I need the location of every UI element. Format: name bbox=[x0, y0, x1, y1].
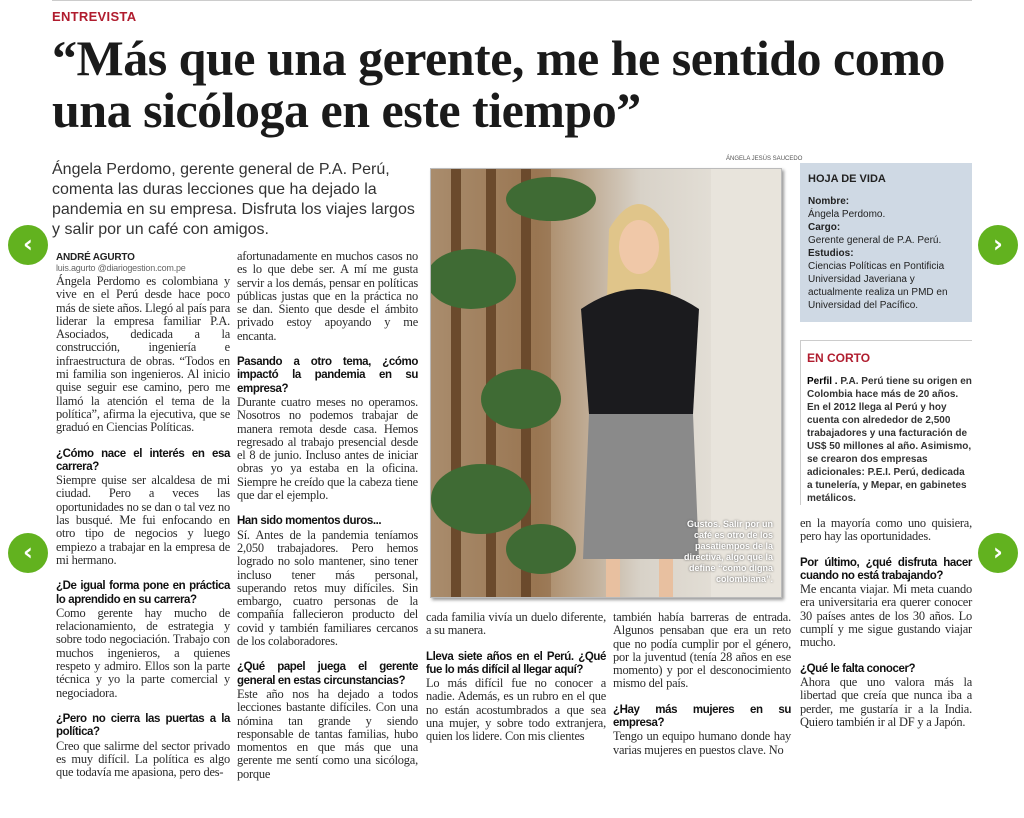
question: Pasando a otro tema, ¿cómo impactó la pandemia en su empresa? bbox=[237, 356, 418, 395]
paragraph: Como gerente hay mucho de relacionamiento, de estrategia y sobre todo negociación. Trabajo con muchos ingenieros, a quienes respeto y admiro. Ellos son la parte técnica y yo la parte comercial y negociadora. bbox=[56, 605, 230, 700]
question: Han sido momentos duros... bbox=[237, 515, 382, 528]
hoja-de-vida-box bbox=[800, 163, 972, 322]
paragraph: Me encanta viajar. Mi meta cuando era universitaria era querer conocer 30 países antes de los 30 años. Lo cumplí y me sigue gustando viajar mucho. bbox=[800, 582, 972, 650]
photo-credit: ÁNGELA JESÚS SAUCEDO bbox=[726, 156, 803, 162]
column-4 bbox=[613, 611, 791, 770]
portrait-photo bbox=[430, 168, 782, 598]
value: P.A. Perú tiene su origen en Colombia hace más de 20 años. En el 2012 llega al Perú y hoy cuenta con alrededor de 2,500 trabajadores y una facturación de US$ 50 millones al año. Asimismo, se crearon dos empresas adicionales: P.E.I. Perú, dedicada a tunelería, y Mepar, en gabinetes metálicos. bbox=[807, 376, 972, 504]
paragraph: cada familia vivía un duelo diferente, a su manera. bbox=[426, 610, 606, 638]
paragraph: también había barreras de entrada. Algunos pensaban que era un reto que no podía cumplir por el género, por la juventud (tenía 28 años en ese momento) y por el desconocimiento mismo del país. bbox=[613, 610, 791, 691]
en-corto-box bbox=[800, 340, 972, 505]
paragraph: Lo más difícil fue no conocer a nadie. Además, es un rubro en el que no están acostumbrados a que sea una mujer, y sobre todo extranjera, quien los lidere. Con mis clientes bbox=[426, 676, 606, 744]
value: Gerente general de P.A. Perú. bbox=[808, 235, 942, 246]
paragraph: Sí. Antes de la pandemia teníamos 2,050 trabajadores. Pero hemos logrado no solo mantener, sino tener incluso tener más personal, superando retos muy difíciles. Sin embargo, cuatro personas de la compañía fallecieron producto del covid y también familiares cercanos de los colaboradores. bbox=[237, 527, 418, 649]
right-column bbox=[800, 163, 972, 742]
question: ¿Qué le falta conocer? bbox=[800, 662, 916, 675]
box-title: EN CORTO bbox=[807, 351, 871, 365]
next-arrow-button[interactable]: › bbox=[978, 533, 1018, 573]
question: ¿Pero no cierra las puertas a la política? bbox=[56, 712, 230, 739]
paragraph: Siempre quise ser alcaldesa de mi ciudad. Pero a veces las oportunidades no se dan o tal vez no las busqué. Me fui enfocando en otro tipo de negocios y luego empiezo a trabajar en la empresa de mi hermano. bbox=[56, 473, 230, 567]
lead-paragraph: Ángela Perdomo, gerente general de P.A. Perú, comenta las duras lecciones que ha dejado la pandemia en su empresa. Disfruta los viajes largos y salir por un café con amigos. bbox=[52, 161, 415, 238]
author: ANDRÉ AGURTO bbox=[56, 252, 135, 263]
label: Cargo: bbox=[808, 222, 841, 233]
headline: “Más que una gerente, me he sentido como una sicóloga en este tiempo” bbox=[52, 30, 945, 138]
question: Lleva siete años en el Perú. ¿Qué fue lo más difícil al llegar aquí? bbox=[426, 650, 606, 676]
column-1 bbox=[56, 252, 230, 792]
label: Estudios: bbox=[808, 248, 854, 259]
paragraph: afortunadamente en muchos casos no es lo que debe ser. A mí me gusta servir a los demás, pensar en políticas públicas justas que en la práctica no se dan. Siento que desde el ámbito privado estoy apoyando y me encanta. bbox=[237, 249, 418, 343]
paragraph: Ángela Perdomo es colombiana y vive en el Perú desde hace poco más de siete años. Llegó al país para liderar la empresa familiar P.A. Asociados, dedicada a la construcción, ingeniería e infraestructura de obras. “Todos en mi familia son ingenieros. Al inicio quise seguir ese camino, pero me llamó la atención el tema de la política”, afirma la ejecutiva, que se graduó en Ciencias Políticas. bbox=[56, 274, 230, 435]
paragraph: Tengo un equipo humano donde hay varias mujeres en puestos clave. No bbox=[613, 729, 791, 757]
section-label: ENTREVISTA bbox=[52, 9, 137, 24]
question: ¿De igual forma pone en práctica lo aprendido en su carrera? bbox=[56, 580, 230, 606]
label: Perfil . bbox=[807, 376, 838, 387]
column-3 bbox=[426, 611, 606, 757]
column-5 bbox=[800, 517, 972, 742]
question: ¿Cómo nace el interés en esa carrera? bbox=[56, 447, 230, 473]
question: Por último, ¿qué disfruta hacer cuando no está trabajando? bbox=[800, 556, 972, 582]
paragraph: Creo que salirme del sector privado es muy difícil. La política es algo que todavía me apasiona, pero des- bbox=[56, 738, 230, 780]
top-rule bbox=[52, 0, 972, 1]
author-email: luis.agurto @diariogestion.com.pe bbox=[56, 263, 186, 273]
question: ¿Qué papel juega el gerente general en estas circunstancias? bbox=[237, 661, 418, 687]
paragraph: Este año nos ha dejado a todos lecciones bastante difíciles. Con una nómina tan grande y siendo responsable de tantas familias, hubo momentos en que más que una gerente me sentí como una sicóloga, porque bbox=[237, 686, 418, 781]
paragraph: Ahora que uno valora más la libertad que creía que nunca iba a perder, me gustaría ir a la India. Quiero también ir al DF y a Japón. bbox=[800, 674, 972, 729]
label: Nombre: bbox=[808, 196, 850, 207]
paragraph: Durante cuatro meses no operamos. Nosotros no podemos trabajar de manera remota desde casa. Hemos regresado al trabajo presencial desde el 8 de junio. Incluso antes de iniciar obras yo ya estaba en la oficina. Siempre he creído que la cabeza tiene que dar el ejemplo. bbox=[237, 394, 418, 503]
photo-caption: Gustos. Salir por un café es otro de los pasatiempos de la directiva, algo que la define “como digna colombiana”. bbox=[683, 519, 773, 584]
column-2 bbox=[237, 250, 418, 794]
question: ¿Hay más mujeres en su empresa? bbox=[613, 703, 791, 730]
value: Ciencias Políticas en Pontificia Universidad Javeriana y actualmente realiza un PMD en Universidad del Pacífico. bbox=[808, 261, 948, 311]
prev-arrow-button[interactable]: ‹ bbox=[8, 533, 48, 573]
prev-arrow-button[interactable]: ‹ bbox=[8, 225, 48, 265]
next-arrow-button[interactable]: › bbox=[978, 225, 1018, 265]
paragraph: en la mayoría como uno quisiera, pero hay las oportunidades. bbox=[800, 516, 972, 544]
box-title: HOJA DE VIDA bbox=[808, 173, 886, 185]
value: Ángela Perdomo. bbox=[808, 209, 886, 220]
